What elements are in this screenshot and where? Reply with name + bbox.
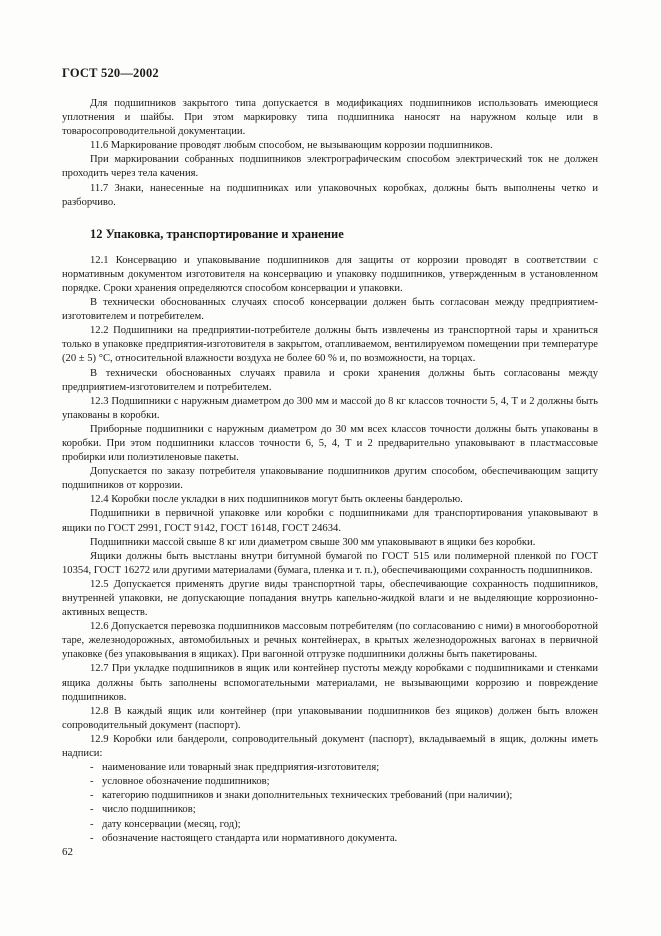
document-header: ГОСТ 520—2002 (62, 66, 159, 80)
list-item (62, 775, 598, 789)
paragraph: Допускается по заказу потребителя упаковывание подшипников другим способом, обеспечивающим защиту подшипников от коррозии. (62, 466, 598, 492)
paragraph: 12.9 Коробки или бандероли, сопроводительный документ (паспорт), вкладываемый в ящик, должны иметь надписи: (62, 733, 598, 760)
list-item-text: наименование или товарный знак предприятия-изготовителя; (102, 762, 380, 774)
list-dash: - (90, 804, 94, 816)
requirements-list (62, 761, 598, 846)
list-dash: - (90, 776, 94, 788)
paragraph: В технически обоснованных случаях способ консервации должен быть согласован между предприятием-изготовителем и потребителем. (62, 297, 598, 323)
list-item-text: число подшипников; (102, 804, 196, 816)
paragraph: 12.6 Допускается перевозка подшипников массовым потребителям (по согласованию с ними) в многооборотной таре, железнодорожных, автомобильных и речных контейнерах, в крытых железнодорожных вагонах в первичной упаковке (без упаковывания в ящиках). При вагонной отгрузке подшипники должны быть пакетированы. (62, 621, 598, 661)
paragraph: 12.3 Подшипники с наружным диаметром до 300 мм и массой до 8 кг классов точности 5, 4, Т и 2 должны быть упакованы в коробки. (62, 395, 598, 421)
paragraph: 12.2 Подшипники на предприятии-потребителе должны быть извлечены из транспортной тары и храниться только в упаковке предприятия-изготовителя в закрытом, отапливаемом, вентилируемом помещении при температуре (20 ± 5) °С, относительной влажности воздуха не более 60 % и, по возможности, на торцах. (62, 325, 598, 365)
paragraph: Для подшипников закрытого типа допускается в модификациях подшипников использовать имеющиеся уплотнения и шайбы. При этом маркировку типа подшипника наносят на наружном кольце или в товаросопроводительной документации. (62, 98, 598, 138)
list-item (62, 803, 598, 817)
paragraph: 12.5 Допускается применять другие виды транспортной тары, обеспечивающие сохранность подшипников, внутренней упаковки, не допускающие попадания внутрь капельно-жидкой влаги и не выделяющие коррозионно-активных веществ. (62, 578, 598, 619)
paragraph: 12.1 Консервацию и упаковывание подшипников для защиты от коррозии проводят в соответствии с нормативным документом изготовителя на консервацию и упаковку подшипников, утвержденным в установленном порядке. Сроки хранения определяются способом консервации и упаковки. (62, 254, 598, 294)
document-body (62, 97, 598, 846)
list-dash: - (90, 832, 94, 844)
list-item-text: категорию подшипников и знаки дополнительных технических требований (при наличии); (102, 790, 513, 802)
list-item (62, 761, 598, 775)
paragraph: При маркировании собранных подшипников электрографическим способом электрический ток не должен проходить через тела качения. (62, 154, 598, 180)
paragraph: 11.7 Знаки, нанесенные на подшипниках или упаковочных коробках, должны быть выполнены четко и разборчиво. (62, 182, 598, 208)
paragraph: Приборные подшипники с наружным диаметром до 30 мм всех классов точности должны быть упакованы в коробки. При этом подшипники классов точности 6, 5, 4, Т и 2 предварительно упаковывают в пластмассовые пробирки или полиэтиленовые пакеты. (62, 423, 598, 464)
paragraph: 12.7 При укладке подшипников в ящик или контейнер пустоты между коробками с подшипниками и стенками ящика должны быть заполнены вспомогательными материалами, не вызывающими коррозию и повреждение подшипников. (62, 663, 598, 703)
list-item-text: дату консервации (месяц, год); (102, 818, 241, 830)
paragraph: Подшипники массой свыше 8 кг или диаметром свыше 300 мм упаковывают в ящики без коробки. (90, 536, 536, 548)
paragraph: 12.4 Коробки после укладки в них подшипников могут быть оклеены бандеролью. (90, 494, 463, 506)
list-item-text: условное обозначение подшипников; (102, 776, 270, 788)
section-title: 12 Упаковка, транспортирование и хранение (90, 226, 344, 241)
paragraph: 11.6 Маркирование проводят любым способом, не вызывающим коррозии подшипников. (90, 140, 493, 152)
list-item (62, 832, 598, 846)
list-dash: - (90, 762, 94, 774)
list-item (62, 789, 598, 803)
list-item (62, 818, 598, 832)
page-number: 62 (62, 846, 73, 858)
paragraph: В технически обоснованных случаях правила и сроки хранения должны быть согласованы между предприятием-изготовителем и потребителем. (62, 367, 598, 393)
list-dash: - (90, 818, 94, 830)
paragraph: 12.8 В каждый ящик или контейнер (при упаковывании подшипников без ящиков) должен быть вложен сопроводительный документ (паспорт). (62, 705, 598, 731)
list-item-text: обозначение настоящего стандарта или нормативного документа. (102, 832, 398, 844)
list-dash: - (90, 790, 94, 802)
paragraph: Подшипники в первичной упаковке или коробки с подшипниками для транспортирования упаковывают в ящики по ГОСТ 2991, ГОСТ 9142, ГОСТ 16148, ГОСТ 24634. (62, 508, 598, 534)
paragraph: Ящики должны быть выстланы внутри битумной бумагой по ГОСТ 515 или полимерной пленкой по ГОСТ 10354, ГОСТ 16272 или другими материалами (бумага, пленка и т. п.), обеспечивающими сохранность подшипников. (62, 550, 598, 576)
